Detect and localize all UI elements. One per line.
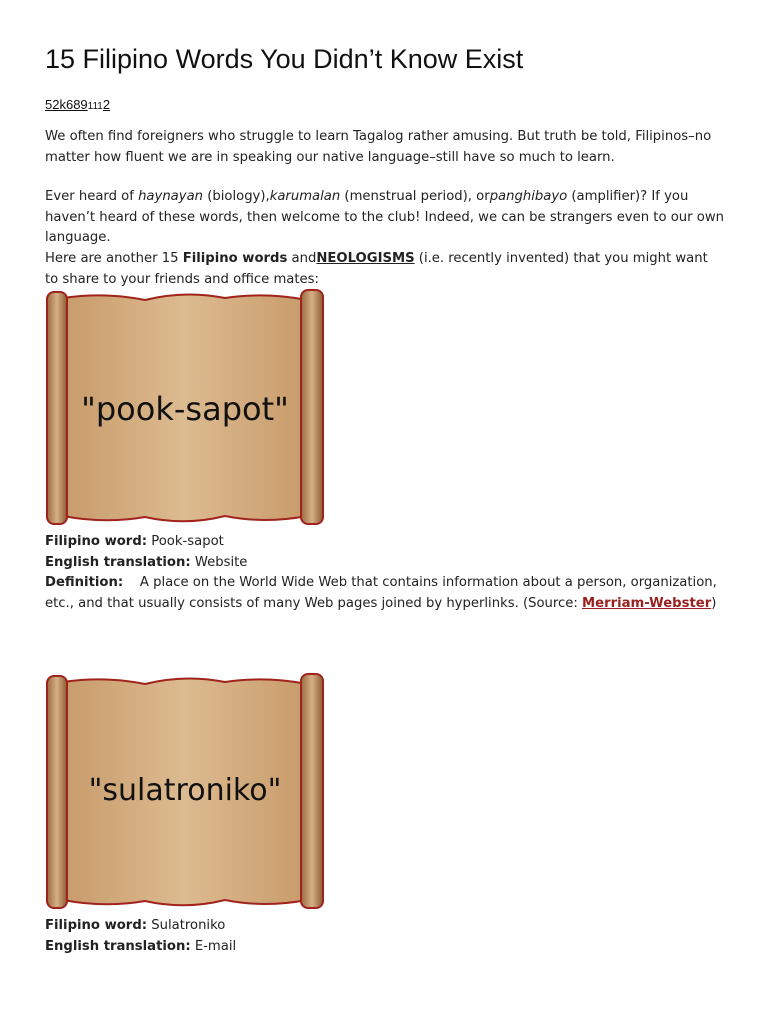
- filipino-word-value: Pook-sapot: [151, 534, 224, 549]
- english-translation-value: Website: [194, 554, 248, 570]
- english-translation-line: [45, 553, 735, 574]
- count-a[interactable]: 689: [65, 97, 88, 112]
- word-panghibayo: panghibayo: [489, 189, 568, 204]
- question-paragraph: [45, 187, 725, 249]
- definition-label: Definition:: [45, 575, 124, 590]
- word-karumalan: karumalan: [269, 189, 341, 204]
- para3-text-3: (i.e. recently invented) that you might want to share to your friends and office mates:: [45, 251, 708, 287]
- entry-sulatroniko: [45, 916, 735, 957]
- count-c[interactable]: 2: [102, 97, 111, 112]
- filipino-word-label: Filipino word:: [45, 918, 148, 933]
- english-translation-label: English translation:: [45, 554, 191, 570]
- para2-text-4: (amplifier)? If you haven’t heard of these words, then welcome to the club! Indeed, we can be strangers even to our own language.: [45, 189, 724, 245]
- filipino-word-line: [45, 532, 735, 553]
- para3-bold: Filipino words: [182, 251, 288, 266]
- views-count[interactable]: 52k: [45, 97, 66, 112]
- filipino-word-line: [45, 916, 735, 937]
- count-b: 111: [87, 101, 103, 112]
- para3-text-2: and: [287, 251, 317, 266]
- filipino-word-value: Sulatroniko: [151, 918, 226, 933]
- english-translation-label: English translation:: [45, 938, 191, 954]
- neologisms-link[interactable]: NEOLOGISMS: [316, 251, 415, 266]
- list-intro-paragraph: [45, 249, 725, 290]
- para3-text-1: Here are another 15: [45, 251, 183, 266]
- entry-pook-sapot: [45, 532, 735, 614]
- english-translation-value: E-mail: [194, 938, 237, 954]
- para2-text-1: Ever heard of: [45, 189, 139, 204]
- article-title: 15 Filipino Words You Didn’t Know Exist: [45, 44, 524, 74]
- definition-line: [45, 573, 735, 614]
- merriam-webster-link[interactable]: Merriam-Webster: [582, 595, 712, 611]
- para2-text-2: (biology),: [203, 189, 270, 204]
- filipino-word-label: Filipino word:: [45, 534, 148, 549]
- article-meta: [45, 97, 110, 112]
- english-translation-line: [45, 937, 735, 958]
- scroll-image-sulatroniko: [45, 672, 327, 912]
- definition-end: ): [711, 595, 717, 611]
- word-haynayan: haynayan: [138, 189, 204, 204]
- definition-value: A place on the World Wide Web that contains information about a person, organization, etc., and that usually consists of many Web pages joined by hyperlinks. (Source:: [45, 575, 717, 611]
- scroll-image-pook-sapot: [45, 288, 327, 528]
- scroll-text: "sulatroniko": [88, 773, 282, 808]
- scroll-text: "pook-sapot": [81, 390, 289, 428]
- intro-paragraph: We often find foreigners who struggle to learn Tagalog rather amusing. But truth be told, Filipinos–no matter how fluent we are in speaking our native language–still have so much to learn.: [45, 129, 712, 165]
- para2-text-3: (menstrual period), or: [340, 189, 490, 204]
